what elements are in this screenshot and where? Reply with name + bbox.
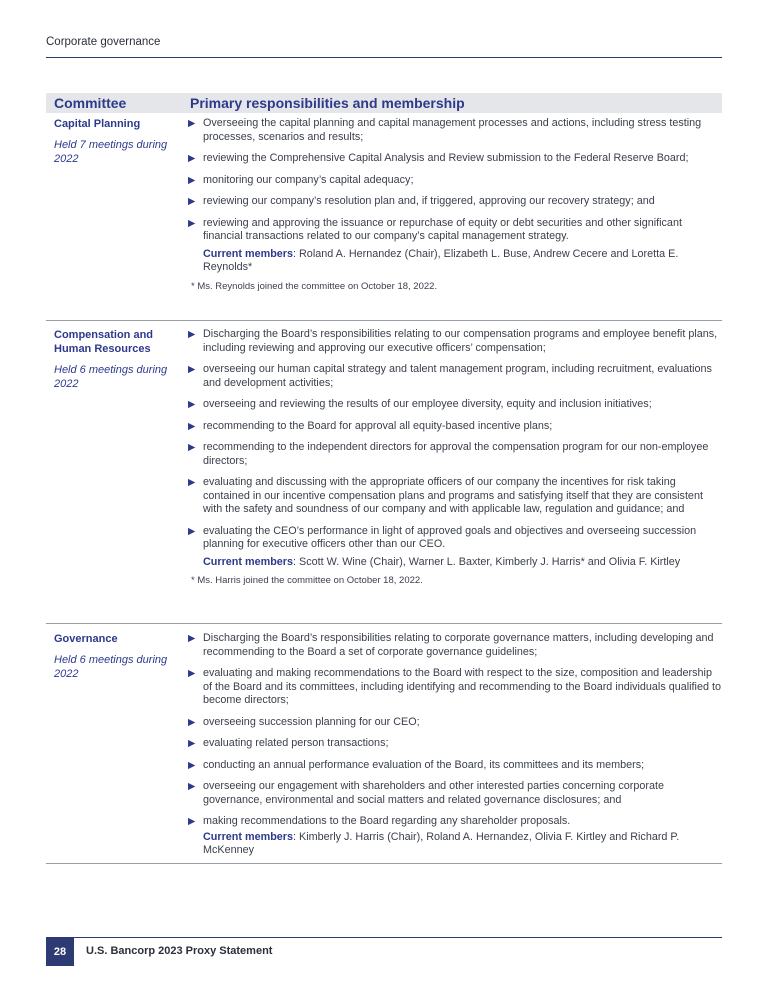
committee-meetings: Held 6 meetings during 2022 xyxy=(54,654,168,680)
responsibility-list xyxy=(188,632,722,829)
committee-name: Compensation and Human Resources xyxy=(54,329,154,355)
current-members: Current members: Scott W. Wine (Chair), Warner L. Baxter, Kimberly J. Harris* and Olivia F. Kirtley xyxy=(203,555,681,568)
bullet-arrow-icon: ▶ xyxy=(188,329,196,340)
header-committee: Committee xyxy=(54,95,127,111)
bullet-arrow-icon: ▶ xyxy=(188,153,196,164)
header-responsibilities: Primary responsibilities and membership xyxy=(190,95,465,111)
committee-meetings: Held 7 meetings during 2022 xyxy=(54,139,168,165)
bullet-arrow-icon: ▶ xyxy=(188,442,196,453)
bullet-arrow-icon: ▶ xyxy=(188,364,196,375)
list-item: ▶ reviewing and approving the issuance or repurchase of equity or debt securities and other significant financial transactions related to our company’s capital management strategy. xyxy=(188,216,682,242)
list-item: ▶ recommending to the Board for approval all equity-based incentive plans; xyxy=(188,419,553,432)
footnote: * Ms. Harris joined the committee on October 18, 2022. xyxy=(191,575,423,586)
bullet-arrow-icon: ▶ xyxy=(188,668,196,679)
current-members: Current members: Roland A. Hernandez (Chair), Elizabeth L. Buse, Andrew Cecere and Loretta E. Reynolds* xyxy=(203,247,679,273)
list-item: ▶ overseeing our engagement with shareholders and other interested parties concerning corporate governance, environmental and social matters and related governance disclosures; and xyxy=(188,780,664,806)
bullet-arrow-icon: ▶ xyxy=(188,420,196,432)
committee-name: Governance xyxy=(54,633,118,645)
document-title: U.S. Bancorp 2023 Proxy Statement xyxy=(86,945,273,957)
bullet-arrow-icon: ▶ xyxy=(188,217,196,229)
bullet-arrow-icon: ▶ xyxy=(188,174,196,186)
list-item: ▶ reviewing our company’s resolution plan and, if triggered, approving our recovery strategy; and xyxy=(188,195,655,207)
bullet-arrow-icon: ▶ xyxy=(188,196,196,207)
list-item: ▶ Discharging the Board’s responsibilities relating to our compensation programs and employee benefit plans, including reviewing and approving our executive officers’ compensation; xyxy=(188,328,718,354)
table-row xyxy=(46,321,722,624)
bullet-arrow-icon: ▶ xyxy=(188,716,196,728)
bullet-arrow-icon: ▶ xyxy=(188,399,196,410)
list-item: ▶ overseeing our human capital strategy and talent management program, including recruitment, evaluations and development activities; xyxy=(188,363,712,389)
bullet-arrow-icon: ▶ xyxy=(188,759,196,771)
list-item: ▶ recommending to the independent directors for approval the compensation program for our non-employee directors; xyxy=(188,441,709,467)
committee-name: Capital Planning xyxy=(54,118,141,130)
top-divider xyxy=(46,57,722,58)
list-item: ▶ Overseeing the capital planning and capital management processes and actions, including stress testing processes, scenarios and results; xyxy=(188,117,702,143)
responsibility-list xyxy=(188,328,722,552)
committee-meetings: Held 6 meetings during 2022 xyxy=(54,364,168,390)
bullet-arrow-icon: ▶ xyxy=(188,477,196,488)
current-members: Current members: Kimberly J. Harris (Chair), Roland A. Hernandez, Olivia F. Kirtley and Richard P. McKenney xyxy=(203,830,680,856)
list-item: ▶ monitoring our company’s capital adequacy; xyxy=(188,173,414,186)
committee-table xyxy=(46,93,722,864)
list-item: ▶ overseeing and reviewing the results of our employee diversity, equity and inclusion initiatives; xyxy=(188,398,652,410)
footnote: * Ms. Reynolds joined the committee on October 18, 2022. xyxy=(191,280,438,292)
list-item: ▶ evaluating related person transactions; xyxy=(188,737,389,749)
list-item: ▶ reviewing the Comprehensive Capital Analysis and Review submission to the Federal Reserve Board; xyxy=(188,152,689,164)
section-title: Corporate governance xyxy=(46,36,161,48)
bullet-arrow-icon: ▶ xyxy=(188,738,196,749)
page-number: 28 xyxy=(46,938,74,966)
bullet-arrow-icon: ▶ xyxy=(188,525,196,537)
bullet-arrow-icon: ▶ xyxy=(188,781,196,792)
list-item: ▶ Discharging the Board’s responsibilities relating to corporate governance matters, including developing and recommending to the Board a set of corporate governance guidelines; xyxy=(188,632,714,658)
bullet-arrow-icon: ▶ xyxy=(188,816,196,827)
table-row xyxy=(46,624,722,864)
table-header xyxy=(46,93,722,113)
responsibility-list xyxy=(188,117,722,244)
bullet-arrow-icon: ▶ xyxy=(188,633,196,644)
table-row xyxy=(46,113,722,321)
list-item: ▶ conducting an annual performance evaluation of the Board, its committees and its members; xyxy=(188,758,645,771)
list-item: ▶ overseeing succession planning for our CEO; xyxy=(188,715,420,728)
list-item: ▶ making recommendations to the Board regarding any shareholder proposals. xyxy=(188,815,571,827)
footer-divider xyxy=(46,937,722,938)
bullet-arrow-icon: ▶ xyxy=(188,118,196,129)
list-item: ▶ evaluating and discussing with the appropriate officers of our company the incentives for risk taking contained in our incentive compensation plans and programs and satisfying itself that they are consistent with the safety and soundness of our company and with applicable law, regulation and guidance; and xyxy=(188,476,703,515)
list-item: ▶ evaluating the CEO’s performance in light of approved goals and objectives and overseeing succession planning for executive officers other than our CEO. xyxy=(188,524,697,550)
list-item: ▶ evaluating and making recommendations to the Board with respect to the size, composition and leadership of the Board and its committees, including identifying and recommending to the Board individuals qualified to become directors; xyxy=(188,667,721,706)
